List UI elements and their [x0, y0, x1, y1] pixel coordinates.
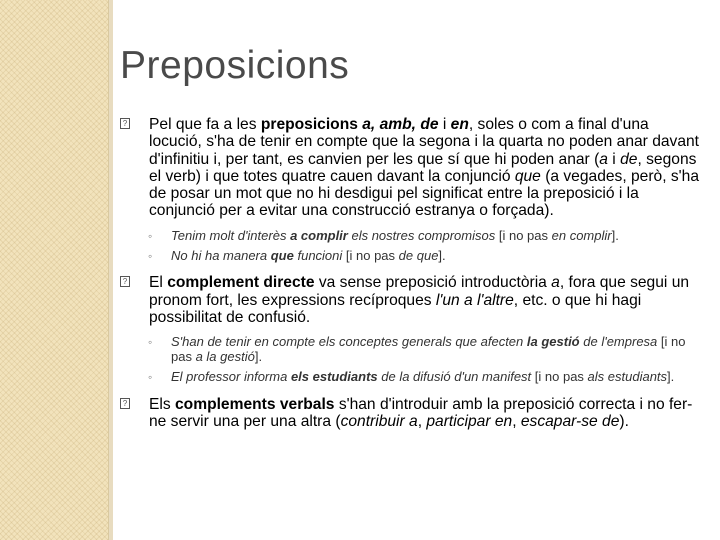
text-run: complement directe [167, 274, 315, 292]
text-run: , segons el verb) i que totes quatre cauen davant la conjunció [149, 150, 697, 185]
slide-title: Preposicions [120, 44, 350, 87]
text-run: [i no pas [342, 247, 399, 263]
circle-bullet-icon: ◦ [148, 228, 153, 243]
circle-bullet-icon: ◦ [148, 248, 153, 263]
text-run: l'un a l'altre [435, 291, 514, 309]
text-run: complements verbals [175, 395, 335, 413]
example-item [120, 249, 700, 264]
text-run: [i no pas [495, 227, 552, 243]
text-run: No hi ha manera [171, 247, 271, 263]
text-run: (a vegades, però, s'ha de posar un mot que no hi desdigui pel significat entre la preposició i la conjunció per a evitar una construcció estranya o forçada). [149, 167, 700, 220]
text-run: a [551, 274, 560, 292]
text-run: i [438, 116, 451, 133]
example-item [120, 335, 700, 365]
circle-bullet-icon: ◦ [148, 335, 153, 350]
decorative-divider [108, 0, 113, 540]
bullet-box-icon: ? [120, 276, 130, 287]
bullet-direct-complement [120, 274, 700, 326]
text-run: , fora que segui un pronom fort, les expressions recíproques [149, 274, 690, 309]
text-run: El professor informa [171, 368, 291, 384]
text-run: preposicions [260, 116, 358, 133]
text-run: en [450, 116, 469, 133]
text-run: de [620, 150, 638, 168]
text-run: ]. [667, 368, 675, 384]
text-run: els nostres compromisos [347, 227, 496, 243]
text-run: , etc. o que hi hagi possibilitat de confusió. [149, 291, 642, 326]
text-run: , soles o com a final d'una locució, s'ha de tenir en compte que la segona i la quarta no poden anar davant d'infinitiu i, per tant, es canvien per les que sí que hi poden anar ( [149, 116, 700, 168]
text-run: s'han d'introduir amb la preposició correcta i no fer-ne servir una per una altra ( [149, 395, 693, 430]
text-run: contribuir a [340, 412, 418, 430]
text-run: escapar-se de [520, 412, 620, 430]
text-run: [i no pas [531, 368, 588, 384]
decorative-side-band [0, 0, 108, 540]
text-run: de que [398, 247, 439, 263]
text-run: ). [619, 412, 629, 430]
text-run: El [149, 274, 168, 292]
text-run: [i no pas [171, 334, 686, 365]
text-run: , [512, 412, 521, 430]
text-run: a complir [290, 227, 348, 243]
text-run: a, amb, de [362, 116, 439, 133]
text-run: a la gestió [195, 349, 255, 365]
bullet-verbal-complements [120, 396, 700, 431]
text-run: Tenim molt d'interès [171, 227, 291, 243]
text-run: ]. [611, 227, 619, 243]
text-run: de la difusió d'un manifest [377, 368, 532, 384]
text-run: que [270, 247, 294, 263]
text-run: ]. [254, 349, 263, 365]
bullet-box-icon: ? [120, 398, 130, 409]
text-run: a [599, 150, 608, 168]
text-run: funcioni [293, 247, 343, 263]
circle-bullet-icon: ◦ [148, 369, 153, 384]
text-run: S'han de tenir en compte els conceptes generals que afecten [171, 334, 527, 350]
slide-content [120, 116, 700, 430]
text-run: Els [149, 395, 175, 413]
example-item [120, 229, 700, 244]
example-item [120, 370, 700, 385]
text-run: , [417, 412, 427, 430]
text-run: la gestió [526, 334, 580, 350]
text-run: de l'empresa [579, 334, 658, 350]
text-run: i [607, 150, 621, 168]
text-run: els estudiants [290, 368, 378, 384]
text-run: als estudiants [587, 368, 668, 384]
text-run: ]. [438, 247, 446, 263]
bullet-prepositions [120, 116, 700, 220]
text-run: va sense preposició introductòria [314, 274, 552, 292]
text-run: participar en [426, 412, 513, 430]
text-run: que [514, 167, 541, 185]
text-run: Pel que fa a les [149, 116, 261, 133]
bullet-box-icon: ? [120, 118, 130, 129]
text-run: en complir [551, 227, 612, 243]
